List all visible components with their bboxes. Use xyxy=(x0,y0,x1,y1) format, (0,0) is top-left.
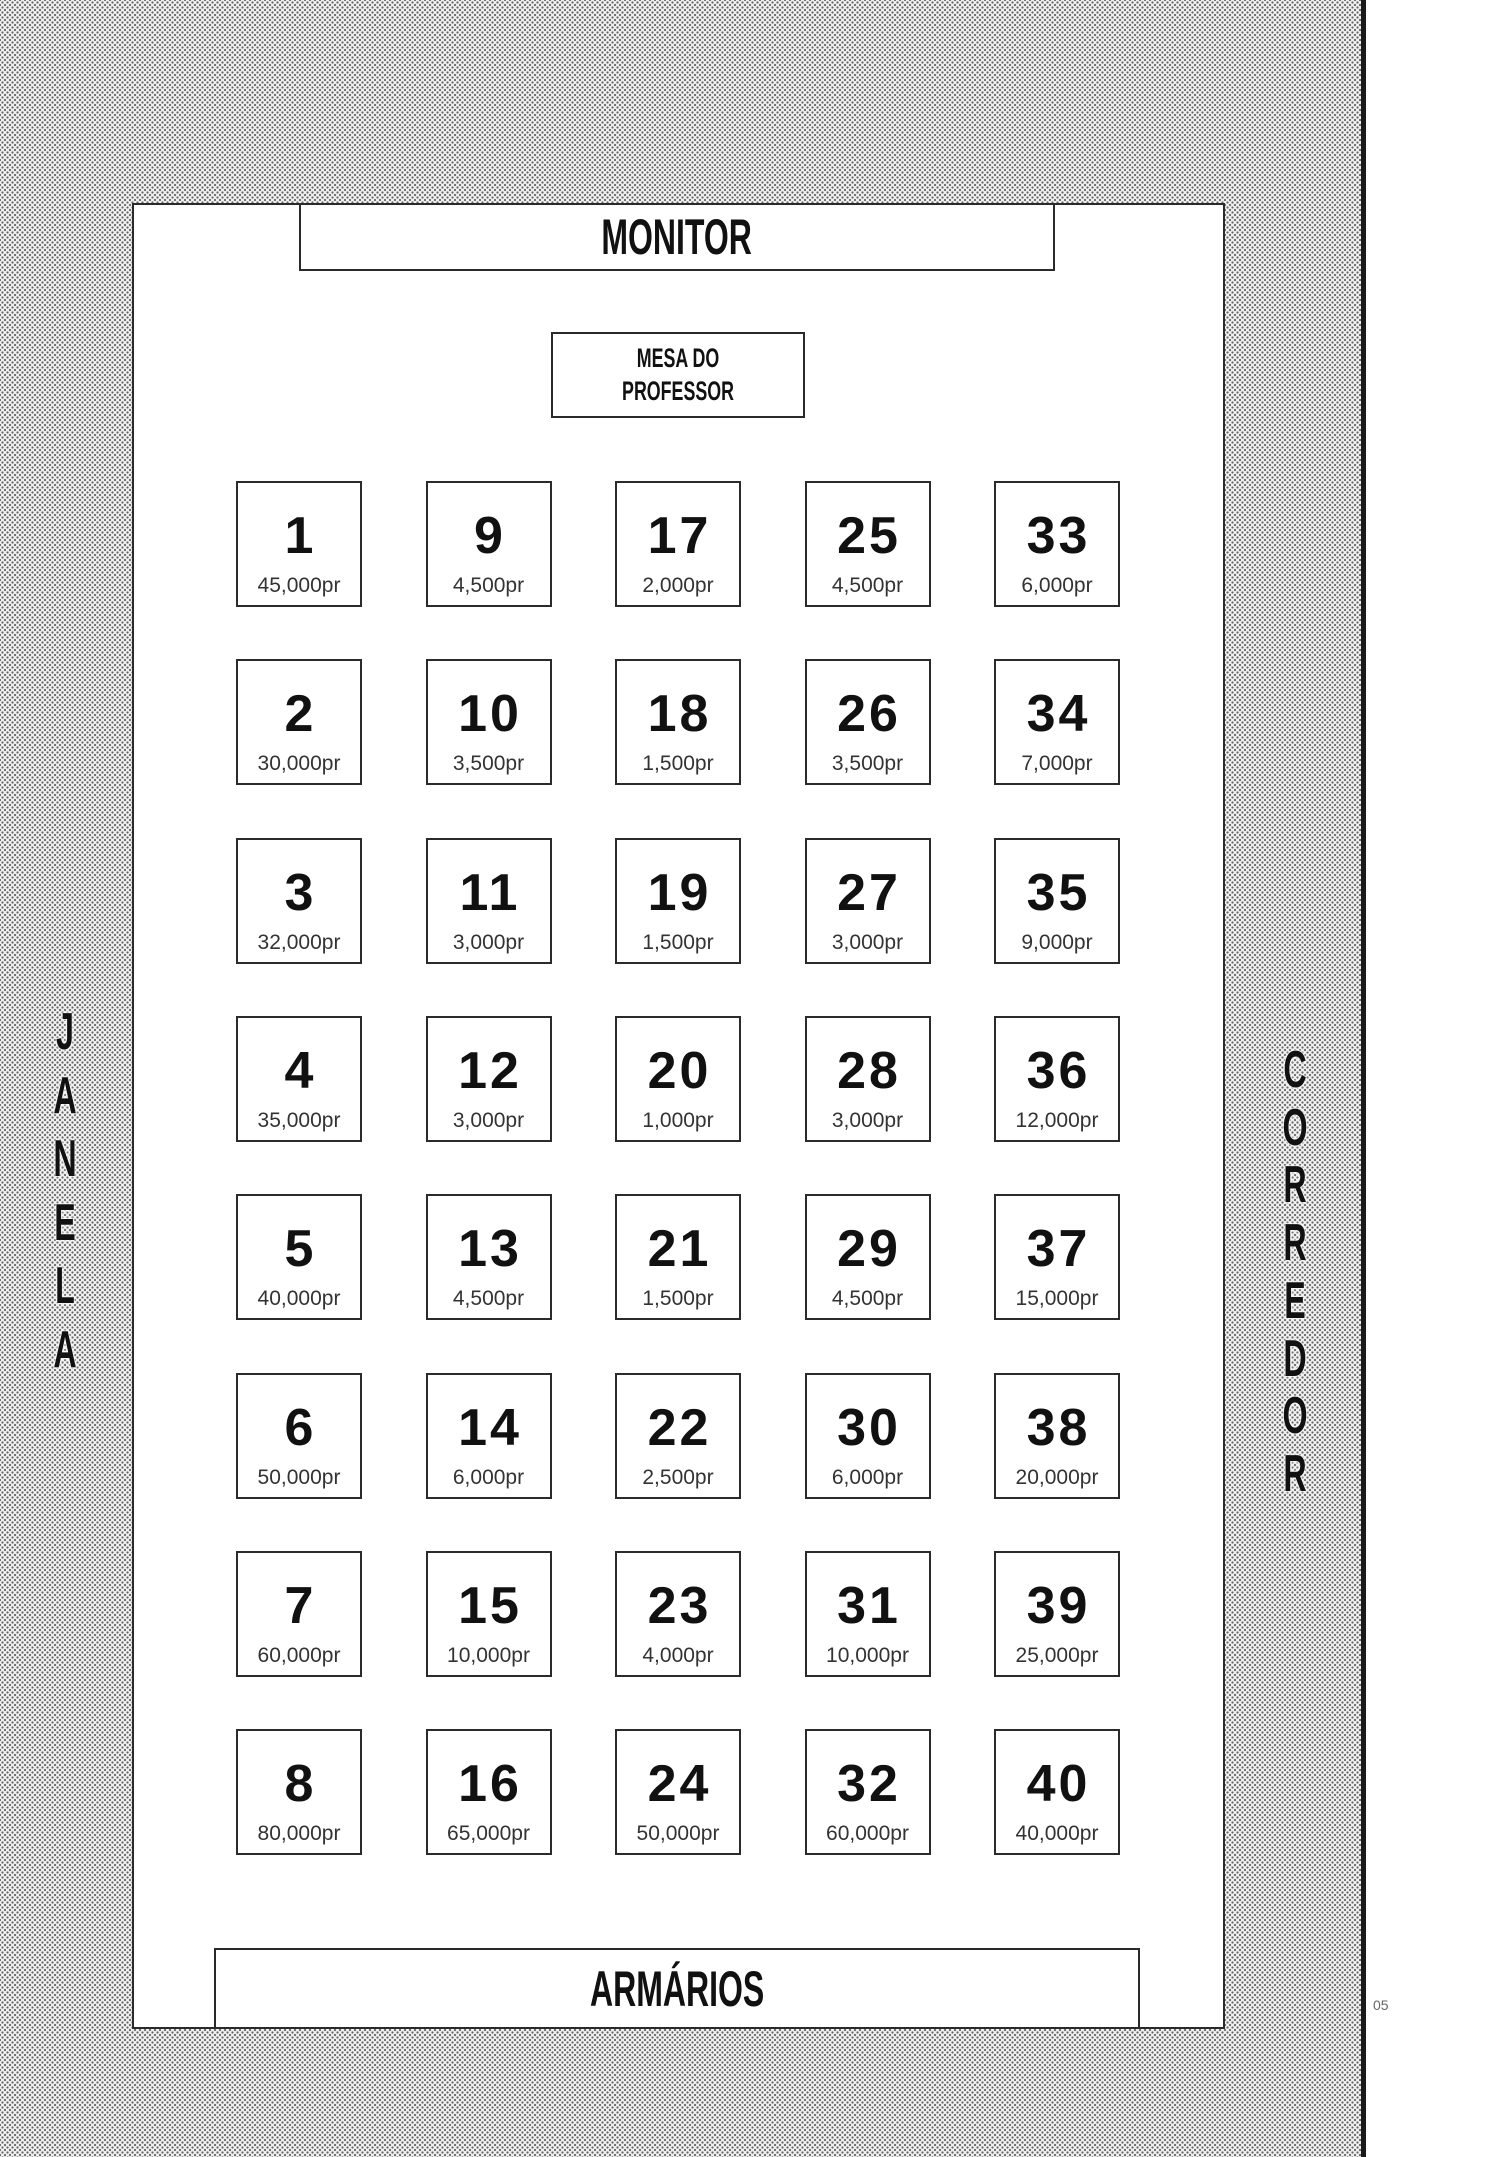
seat-price: 32,000pr xyxy=(257,930,341,954)
monitor-label: MONITOR xyxy=(601,209,753,265)
seat-price: 4,500pr xyxy=(452,574,525,597)
seat-number: 30 xyxy=(837,1398,901,1457)
lockers-label: ARMÁRIOS xyxy=(589,1960,765,2017)
seat-desk xyxy=(615,1194,741,1320)
seat-price: 50,000pr xyxy=(257,1465,341,1489)
seat-price: 80,000pr xyxy=(257,1822,341,1846)
seat-number: 33 xyxy=(1026,507,1091,565)
seat-number: 13 xyxy=(458,1220,522,1279)
seat-desk xyxy=(805,838,931,964)
seat-desk xyxy=(236,1016,362,1142)
seat-number: 19 xyxy=(647,863,712,922)
seat-price: 4,000pr xyxy=(642,1643,714,1667)
seat-number: 11 xyxy=(459,863,521,922)
lockers-box xyxy=(214,1948,1140,2029)
seat-desk xyxy=(994,838,1120,964)
seat-price: 3,000pr xyxy=(831,1108,904,1132)
seat-number: 15 xyxy=(458,1576,522,1635)
seat-price: 1,500pr xyxy=(642,930,714,954)
seat-number: 38 xyxy=(1026,1398,1091,1457)
teacher-desk-label-line2: PROFESSOR xyxy=(622,376,734,406)
seat-desk xyxy=(236,1729,362,1855)
seat-number: 24 xyxy=(647,1755,712,1814)
seat-number: 34 xyxy=(1026,685,1091,744)
seat-price: 4,500pr xyxy=(831,1287,904,1311)
seat-price: 3,000pr xyxy=(452,930,525,954)
seat-number: 40 xyxy=(1026,1755,1091,1814)
seat-desk xyxy=(994,1016,1120,1142)
seat-price: 40,000pr xyxy=(1015,1822,1099,1846)
seat-number: 14 xyxy=(458,1398,522,1457)
panel-border-line xyxy=(1361,0,1366,2157)
seat-price: 3,000pr xyxy=(452,1108,525,1132)
seat-price: 40,000pr xyxy=(257,1287,341,1311)
seat-desk xyxy=(615,1016,741,1142)
seat-price: 3,500pr xyxy=(831,752,904,776)
seat-desk xyxy=(426,1016,552,1142)
seat-price: 30,000pr xyxy=(257,752,341,776)
seat-price: 6,000pr xyxy=(1021,574,1093,597)
seat-desk xyxy=(994,1194,1120,1320)
seat-desk xyxy=(426,481,552,607)
seat-price: 12,000pr xyxy=(1015,1108,1099,1132)
seat-price: 10,000pr xyxy=(826,1643,909,1667)
seat-desk xyxy=(994,1551,1120,1677)
seat-number: 9 xyxy=(474,507,506,565)
seat-price: 4,500pr xyxy=(452,1287,525,1311)
seat-desk xyxy=(236,838,362,964)
seat-number: 29 xyxy=(837,1220,901,1279)
seat-desk xyxy=(236,1551,362,1677)
seat-number: 10 xyxy=(458,685,522,744)
seat-price: 1,000pr xyxy=(642,1108,714,1132)
seat-desk xyxy=(994,481,1120,607)
seat-price: 50,000pr xyxy=(636,1822,720,1846)
seat-desk xyxy=(236,1373,362,1499)
seat-desk xyxy=(426,1194,552,1320)
seat-price: 2,500pr xyxy=(642,1465,714,1489)
seat-number: 18 xyxy=(647,685,712,744)
seat-number: 3 xyxy=(284,863,317,922)
seat-number: 32 xyxy=(837,1755,901,1814)
seat-desk xyxy=(615,1551,741,1677)
seat-price: 15,000pr xyxy=(1015,1287,1099,1311)
hallway-side-label: CORREDOR xyxy=(1282,1041,1308,1503)
seat-price: 7,000pr xyxy=(1021,752,1093,776)
seat-number: 8 xyxy=(284,1755,317,1814)
seat-number: 39 xyxy=(1026,1576,1091,1635)
seat-price: 60,000pr xyxy=(826,1822,909,1846)
seat-price: 3,500pr xyxy=(452,752,525,776)
seat-desk xyxy=(426,838,552,964)
seat-number: 22 xyxy=(647,1398,712,1457)
page-number: 05 xyxy=(1373,1997,1389,2013)
seat-desk xyxy=(615,838,741,964)
seat-number: 23 xyxy=(647,1576,712,1635)
seat-desk xyxy=(426,1551,552,1677)
seat-price: 20,000pr xyxy=(1015,1465,1099,1489)
seat-price: 2,000pr xyxy=(642,574,714,597)
seat-number: 5 xyxy=(284,1220,317,1279)
seat-price: 45,000pr xyxy=(257,574,341,597)
seat-desk xyxy=(615,659,741,785)
seat-desk xyxy=(994,659,1120,785)
seat-number: 7 xyxy=(284,1576,317,1635)
seat-desk xyxy=(805,659,931,785)
seat-number: 1 xyxy=(284,507,317,565)
seat-desk xyxy=(615,481,741,607)
seat-number: 27 xyxy=(837,863,901,922)
seat-number: 17 xyxy=(647,507,712,565)
seat-desk xyxy=(426,659,552,785)
seat-desk xyxy=(994,1373,1120,1499)
teacher-desk-label-line1: MESA DO xyxy=(636,343,720,373)
seat-desk xyxy=(615,1373,741,1499)
seat-desk xyxy=(994,1729,1120,1855)
seat-desk xyxy=(805,481,931,607)
seat-desk xyxy=(805,1194,931,1320)
seat-price: 3,000pr xyxy=(831,930,904,954)
seat-price: 9,000pr xyxy=(1021,930,1093,954)
seat-desk xyxy=(236,481,362,607)
seat-desk xyxy=(426,1729,552,1855)
seat-number: 4 xyxy=(284,1041,317,1100)
seat-number: 31 xyxy=(837,1576,901,1635)
seat-number: 37 xyxy=(1026,1220,1091,1279)
seat-desk xyxy=(236,1194,362,1320)
seat-number: 36 xyxy=(1026,1041,1091,1100)
seat-number: 35 xyxy=(1026,863,1091,922)
seat-desk xyxy=(805,1729,931,1855)
seat-price: 35,000pr xyxy=(257,1108,341,1132)
window-side-label: JANELA xyxy=(53,1003,77,1379)
seat-price: 25,000pr xyxy=(1015,1643,1099,1667)
seat-number: 20 xyxy=(647,1041,712,1100)
seat-number: 28 xyxy=(837,1041,901,1100)
seat-number: 6 xyxy=(284,1398,317,1457)
seat-desk xyxy=(615,1729,741,1855)
seat-number: 2 xyxy=(284,685,317,744)
seat-desk xyxy=(805,1551,931,1677)
seat-price: 4,500pr xyxy=(831,574,904,597)
seat-price: 6,000pr xyxy=(831,1465,904,1489)
monitor-box xyxy=(299,203,1055,271)
seat-number: 21 xyxy=(647,1220,712,1279)
seat-desk xyxy=(805,1016,931,1142)
seat-price: 65,000pr xyxy=(447,1822,530,1846)
seat-price: 60,000pr xyxy=(257,1643,341,1667)
seat-number: 12 xyxy=(458,1041,522,1100)
seat-desk xyxy=(426,1373,552,1499)
seat-price: 6,000pr xyxy=(452,1465,525,1489)
teacher-desk xyxy=(551,332,805,418)
seat-number: 26 xyxy=(837,685,901,744)
seat-number: 16 xyxy=(458,1755,522,1814)
seat-desk xyxy=(805,1373,931,1499)
seat-price: 1,500pr xyxy=(642,1287,714,1311)
seat-number: 25 xyxy=(837,507,901,565)
seat-price: 10,000pr xyxy=(447,1643,530,1667)
seat-desk xyxy=(236,659,362,785)
seat-price: 1,500pr xyxy=(642,752,714,776)
